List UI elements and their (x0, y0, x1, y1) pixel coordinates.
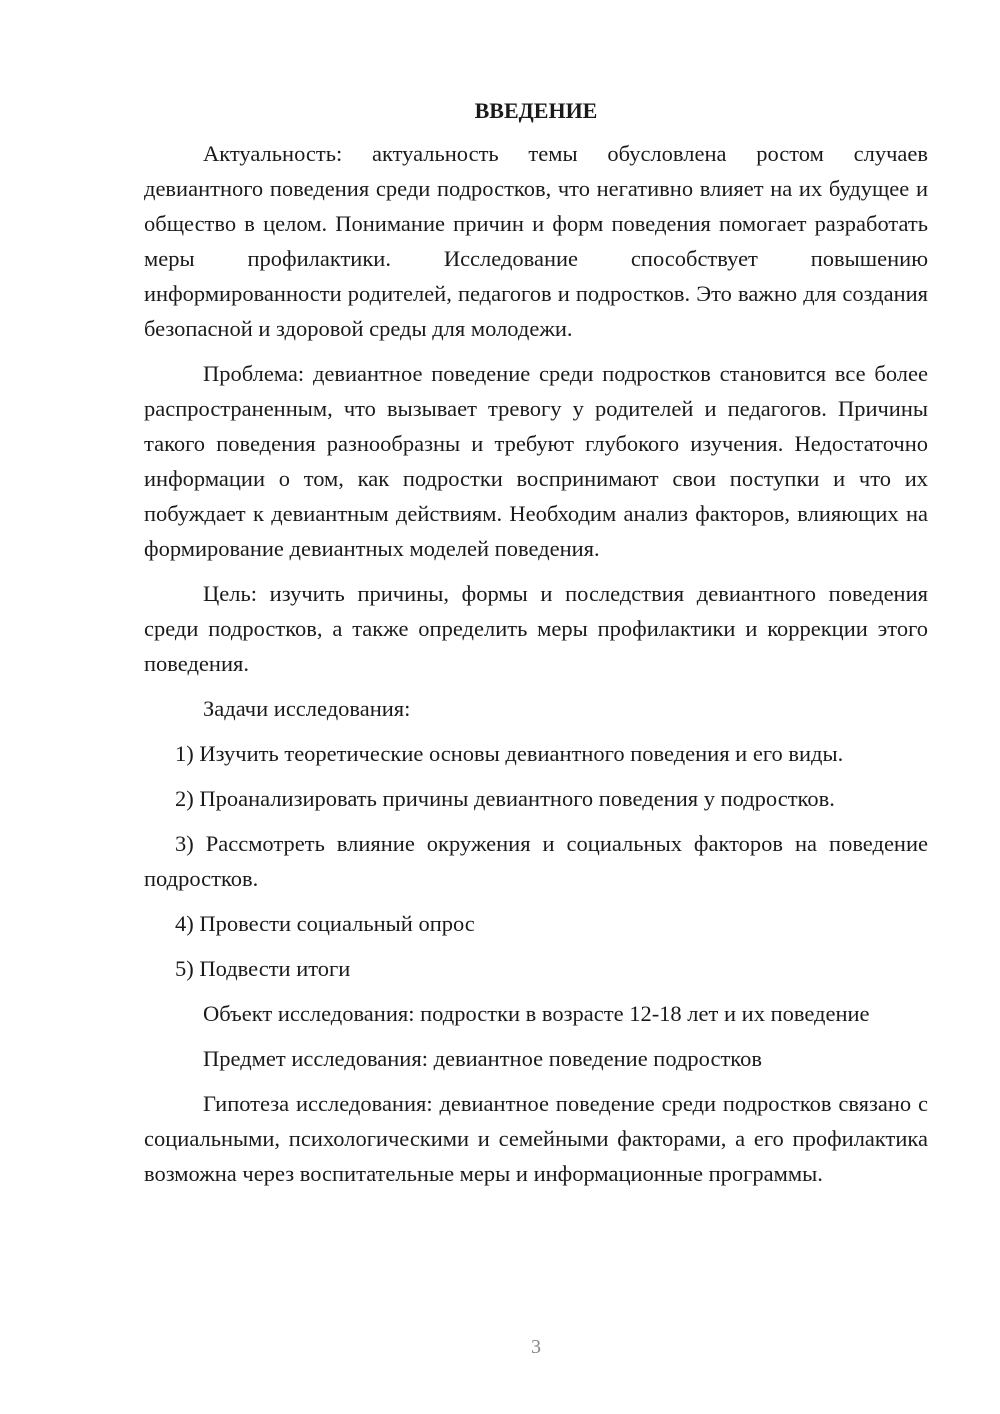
paragraph-problem: Проблема: девиантное поведение среди подростков становится все более распространенным, что вызывает тревогу у родителей и педагогов. Причины такого поведения разнообразны и требуют глубокого изучения. Недостаточно информации о том, как подростки воспринимают свои поступки и что их побуждает к девиантным действиям. Необходим анализ факторов, влияющих на формирование девиантных моделей поведения. (144, 361, 928, 561)
paragraph-hypothesis: Гипотеза исследования: девиантное поведение среди подростков связано с социальными, психологическими и семейными факторами, а его профилактика возможна через воспитательные меры и информационные программы. (144, 1091, 928, 1186)
task-item-5: 5) Подвести итоги (175, 956, 351, 981)
task-item-1: 1) Изучить теоретические основы девиантного поведения и его виды. (175, 741, 844, 766)
page-number: 3 (531, 1336, 541, 1358)
paragraph-relevance: Актуальность: актуальность темы обусловлена ростом случаев девиантного поведения среди подростков, что негативно влияет на их будущее и общество в целом. Понимание причин и форм поведения помогает разработать меры профилактики. Исследование способствует повышению информированности родителей, педагогов и подростков. Это важно для создания безопасной и здоровой среды для молодежи. (144, 141, 928, 341)
paragraph-tasks-heading: Задачи исследования: (203, 696, 411, 721)
task-item-4: 4) Провести социальный опрос (175, 911, 475, 936)
paragraph-goal: Цель: изучить причины, формы и последствия девиантного поведения среди подростков, а также определить меры профилактики и коррекции этого поведения. (144, 581, 928, 676)
task-item-2: 2) Проанализировать причины девиантного поведения у подростков. (175, 786, 835, 811)
paragraph-object: Объект исследования: подростки в возрасте 12-18 лет и их поведение (203, 1001, 870, 1026)
task-item-3: 3) Рассмотреть влияние окружения и социальных факторов на поведение подростков. (144, 831, 928, 891)
document-page (144, 96, 928, 1191)
document-title: ВВЕДЕНИЕ (474, 98, 598, 123)
paragraph-subject: Предмет исследования: девиантное поведение подростков (203, 1046, 762, 1071)
